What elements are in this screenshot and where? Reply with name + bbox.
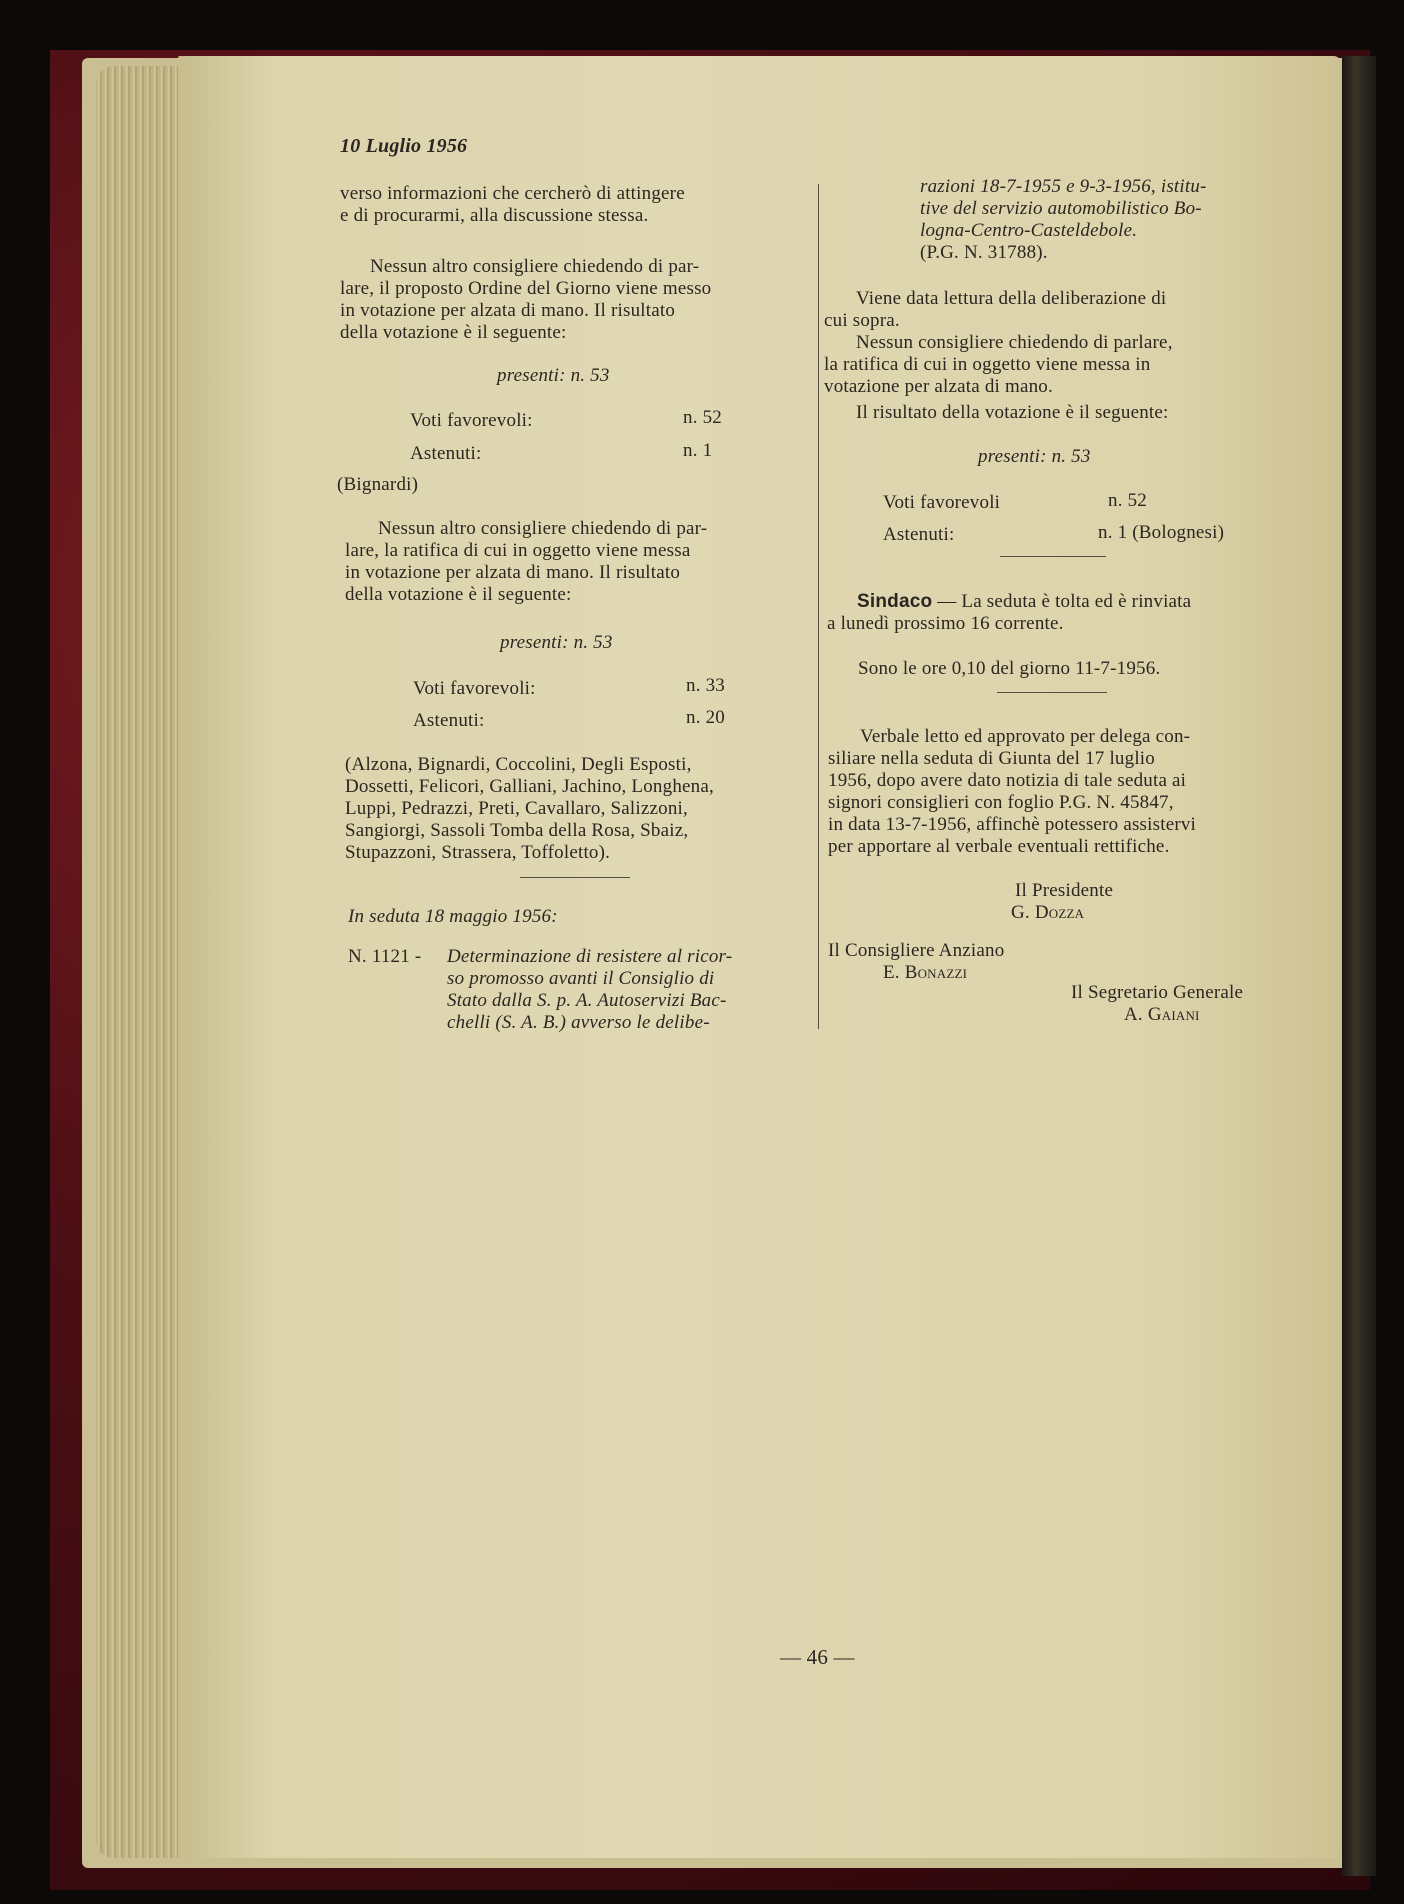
vote2-astenuti-value: n. 20 — [686, 707, 725, 728]
right-p1-line1: Viene data lettura della deliberazione di — [856, 288, 1167, 309]
item-line4: chelli (S. A. B.) avverso le delibe- — [447, 1012, 710, 1033]
sindaco-text: — La seduta è tolta ed è rinviata — [937, 591, 1192, 612]
segretario-title: Il Segretario Generale — [1071, 982, 1244, 1003]
sindaco-label: Sindaco — [857, 591, 933, 612]
right-vote-astenuti-label: Astenuti: — [883, 524, 955, 545]
verbale-line4: signori consiglieri con foglio P.G. N. 45847, — [828, 792, 1174, 813]
left-p2-line2: lare, il proposto Ordine del Giorno viene messo — [340, 278, 712, 299]
names-line3: Luppi, Pedrazzi, Preti, Cavallaro, Salizzoni, — [345, 798, 688, 819]
right-vote-astenuti-value: n. 1 (Bolognesi) — [1098, 522, 1225, 543]
vote1-favorevoli-label: Voti favorevoli: — [410, 410, 533, 431]
vote1-note: (Bignardi) — [337, 474, 419, 495]
names-line2: Dossetti, Felicori, Galliani, Jachino, Longhena, — [345, 776, 714, 797]
vote2-favorevoli-label: Voti favorevoli: — [413, 678, 536, 699]
page-header-date: 10 Luglio 1956 — [340, 135, 468, 157]
vote1-presenti: presenti: n. 53 — [497, 365, 610, 386]
left-p2-line4: della votazione è il seguente: — [340, 322, 567, 343]
names-line5: Stupazzoni, Strassera, Toffoletto). — [345, 842, 611, 863]
page-number: — 46 — — [780, 1645, 855, 1669]
right-p3: Il risultato della votazione è il seguente: — [856, 402, 1169, 423]
right-binding — [1342, 56, 1376, 1876]
item-line1: Determinazione di resistere al ricor- — [447, 946, 733, 967]
verbale-line5: in data 13-7-1956, affinchè potessero assistervi — [828, 814, 1197, 835]
item-number: N. 1121 - — [348, 946, 422, 967]
right-p1-line2: cui sopra. — [824, 310, 900, 331]
right-p2-line3: votazione per alzata di mano. — [824, 376, 1053, 397]
left-p1-line2: e di procurarmi, alla discussione stessa. — [340, 205, 649, 226]
left-p3-line1: Nessun altro consigliere chiedendo di par- — [378, 518, 708, 539]
seduta-heading: In seduta 18 maggio 1956: — [348, 906, 558, 927]
left-p1-line1: verso informazioni che cercherò di attingere — [340, 183, 685, 204]
left-p2-line3: in votazione per alzata di mano. Il risultato — [340, 300, 676, 321]
names-line4: Sangiorgi, Sassoli Tomba della Rosa, Sbaiz, — [345, 820, 689, 841]
right-p2-line2: la ratifica di cui in oggetto viene messa in — [824, 354, 1151, 375]
presidente-title: Il Presidente — [1015, 880, 1114, 901]
left-p3-line3: in votazione per alzata di mano. Il risultato — [345, 562, 681, 583]
segretario-name: A. Gaiani — [1124, 1004, 1200, 1025]
right-vote-presenti: presenti: n. 53 — [978, 446, 1091, 467]
closing-time: Sono le ore 0,10 del giorno 11-7-1956. — [858, 658, 1161, 679]
vote1-favorevoli-value: n. 52 — [683, 407, 722, 428]
left-section-rule — [520, 877, 630, 878]
right-item-cont-line1: razioni 18-7-1955 e 9-3-1956, istitu- — [920, 176, 1207, 197]
vote2-presenti: presenti: n. 53 — [500, 632, 613, 653]
anziano-title: Il Consigliere Anziano — [828, 940, 1005, 961]
left-p3-line4: della votazione è il seguente: — [345, 584, 572, 605]
page-edges — [96, 66, 188, 1858]
right-item-cont-line2: tive del servizio automobilistico Bo- — [920, 198, 1202, 219]
left-p3-line2: lare, la ratifica di cui in oggetto viene messa — [345, 540, 691, 561]
left-p2-line1: Nessun altro consigliere chiedendo di par- — [370, 256, 700, 277]
verbale-line3: 1956, dopo avere dato notizia di tale seduta ai — [828, 770, 1187, 791]
verbale-line6: per apportare al verbale eventuali rettifiche. — [828, 836, 1170, 857]
sindaco-text-line2: a lunedì prossimo 16 corrente. — [827, 613, 1064, 634]
vote2-favorevoli-value: n. 33 — [686, 675, 725, 696]
right-vote-favorevoli-label: Voti favorevoli — [883, 492, 1001, 513]
right-vote-favorevoli-value: n. 52 — [1108, 490, 1147, 511]
right-item-cont-pg: (P.G. N. 31788). — [920, 242, 1048, 263]
item-line3: Stato dalla S. p. A. Autoservizi Bac- — [447, 990, 727, 1011]
anziano-name: E. Bonazzi — [883, 962, 968, 983]
names-line1: (Alzona, Bignardi, Coccolini, Degli Esposti, — [345, 754, 692, 775]
vote2-astenuti-label: Astenuti: — [413, 710, 485, 731]
right-rule-2 — [997, 692, 1107, 693]
right-p2-line1: Nessun consigliere chiedendo di parlare, — [856, 332, 1173, 353]
presidente-name: G. Dozza — [1011, 902, 1085, 923]
right-item-cont-line3: logna-Centro-Casteldebole. — [920, 220, 1138, 241]
vote1-astenuti-label: Astenuti: — [410, 443, 482, 464]
right-rule-1 — [1000, 556, 1106, 557]
verbale-line2: siliare nella seduta di Giunta del 17 luglio — [828, 748, 1155, 769]
verbale-line1: Verbale letto ed approvato per delega con- — [860, 726, 1191, 747]
column-divider — [818, 184, 819, 1029]
vote1-astenuti-value: n. 1 — [683, 440, 713, 461]
item-line2: so promosso avanti il Consiglio di — [447, 968, 715, 989]
